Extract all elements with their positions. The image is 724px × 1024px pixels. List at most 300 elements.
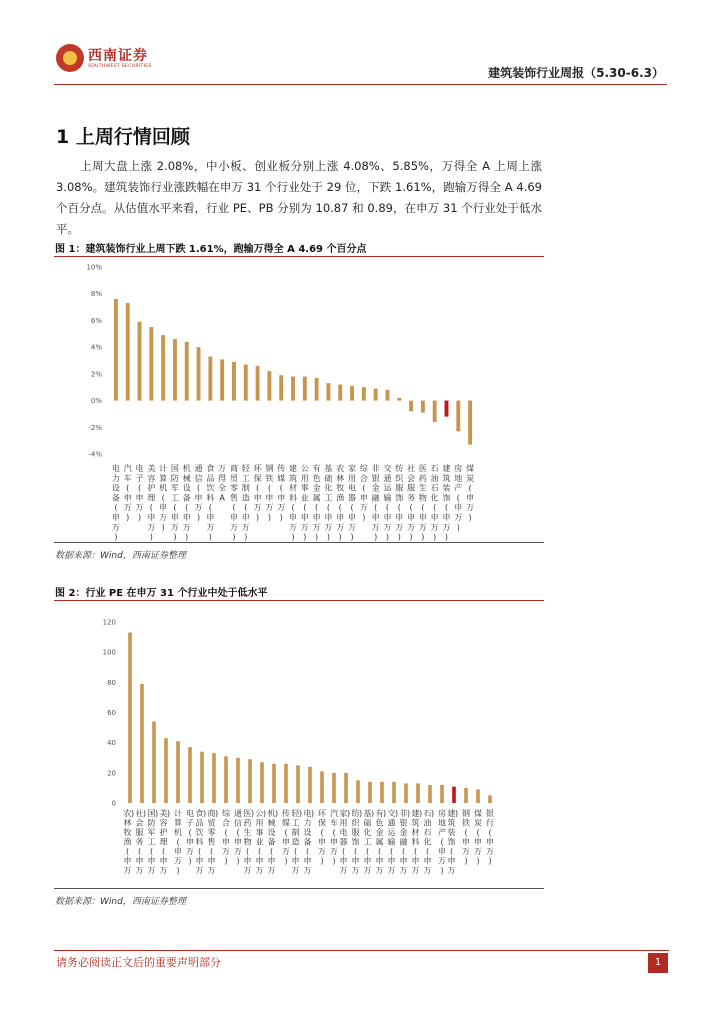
svg-text:): ): [262, 809, 267, 818]
svg-text:万: 万: [430, 522, 439, 532]
svg-text:申: 申: [147, 856, 156, 866]
svg-text:农: 农: [123, 809, 132, 818]
svg-text:交: 交: [387, 809, 396, 818]
svg-text:化: 化: [430, 493, 439, 503]
x-tick-label: [195, 463, 203, 522]
bar: [114, 299, 118, 401]
svg-text:筑: 筑: [442, 473, 451, 483]
svg-text:申: 申: [351, 856, 360, 866]
svg-text:万: 万: [363, 866, 372, 875]
x-tick-label: [419, 464, 427, 542]
svg-text:): ): [166, 809, 171, 818]
x-tick-label: [183, 463, 191, 542]
svg-text:): ): [236, 856, 240, 866]
svg-text:纺: 纺: [351, 809, 360, 818]
svg-text:房: 房: [454, 464, 463, 473]
svg-text:万: 万: [466, 503, 475, 513]
svg-text:医: 医: [418, 464, 427, 473]
svg-text:): ): [208, 532, 212, 542]
svg-text:防: 防: [147, 818, 156, 828]
x-tick-label: [147, 463, 155, 542]
svg-text:万: 万: [411, 866, 420, 875]
svg-text:输: 输: [383, 493, 392, 503]
svg-text:万: 万: [318, 847, 326, 856]
svg-text:(: (: [279, 483, 283, 493]
svg-text:渔: 渔: [336, 493, 345, 503]
logo-emblem-icon: [56, 44, 84, 72]
svg-text:银: 银: [486, 809, 494, 818]
x-tick-label: [160, 808, 171, 875]
svg-text:万: 万: [147, 866, 156, 875]
svg-text:申: 申: [383, 513, 392, 522]
svg-text:础: 础: [324, 473, 333, 483]
svg-text:备: 备: [267, 837, 276, 847]
svg-text:(: (: [293, 847, 298, 856]
svg-text:机: 机: [159, 483, 168, 493]
x-tick-label: [348, 463, 356, 542]
x-tick-label: [159, 463, 167, 532]
svg-text:输: 输: [387, 837, 396, 847]
svg-text:(: (: [149, 503, 153, 513]
svg-text:申: 申: [318, 837, 326, 847]
bar: [291, 377, 295, 401]
bar: [488, 795, 492, 803]
svg-text:万: 万: [218, 464, 227, 473]
svg-text:工: 工: [363, 837, 372, 847]
svg-text:申: 申: [186, 837, 194, 847]
x-tick-label: [462, 808, 470, 866]
svg-text:): ): [382, 809, 387, 818]
svg-text:钢: 钢: [462, 809, 470, 818]
y-tick-label: 8%: [90, 290, 102, 299]
bar: [173, 339, 177, 400]
svg-text:万: 万: [474, 847, 482, 856]
svg-text:万: 万: [159, 866, 168, 875]
report-title: 建筑装饰行业周报（5.30-6.3）: [488, 66, 664, 80]
svg-text:织: 织: [351, 818, 360, 828]
svg-text:产: 产: [438, 828, 446, 837]
svg-text:产: 产: [454, 483, 463, 493]
svg-text:(: (: [208, 503, 212, 513]
x-tick-label: [313, 463, 321, 542]
svg-text:零: 零: [229, 483, 238, 493]
svg-text:综: 综: [359, 464, 368, 473]
y-tick-label: 100: [102, 648, 116, 657]
svg-text:万: 万: [312, 522, 321, 532]
svg-text:计: 计: [174, 809, 182, 818]
svg-text:申: 申: [447, 856, 456, 866]
svg-text:): ): [274, 809, 279, 818]
svg-text:): ): [406, 809, 411, 818]
svg-text:械: 械: [182, 473, 191, 483]
svg-text:设: 设: [303, 828, 312, 837]
svg-text:地: 地: [438, 818, 446, 828]
svg-text:申: 申: [486, 837, 494, 847]
svg-text:): ): [332, 856, 336, 866]
svg-text:建: 建: [447, 809, 456, 818]
bar: [303, 377, 307, 401]
svg-text:): ): [303, 532, 307, 542]
svg-text:业: 业: [300, 493, 309, 503]
x-tick-label: [171, 464, 179, 542]
svg-text:工: 工: [241, 473, 250, 483]
svg-text:申: 申: [123, 493, 132, 503]
svg-text:子: 子: [186, 818, 194, 828]
svg-text:(: (: [377, 847, 382, 856]
svg-text:社: 社: [407, 464, 416, 473]
svg-text:料: 料: [195, 837, 204, 847]
svg-text:全: 全: [218, 483, 227, 493]
svg-text:(: (: [433, 503, 437, 513]
x-tick-label: [330, 808, 338, 866]
svg-text:础: 础: [363, 818, 372, 828]
figure2-title: 图 2：行业 PE 在申万 31 个行业中处于低水平: [55, 588, 268, 599]
svg-text:医: 医: [243, 809, 252, 818]
svg-text:): ): [394, 809, 399, 818]
svg-text:申: 申: [303, 856, 312, 866]
bar: [397, 398, 401, 401]
svg-text:公: 公: [255, 809, 264, 818]
svg-text:万: 万: [222, 847, 230, 856]
svg-text:万: 万: [303, 866, 312, 875]
svg-text:): ): [196, 513, 201, 522]
svg-text:): ): [149, 532, 153, 542]
bar: [161, 335, 165, 400]
svg-text:申: 申: [418, 513, 427, 522]
svg-text:商: 商: [207, 809, 216, 818]
disclaimer-note: 请务必阅读正文后的重要声明部分: [56, 956, 221, 969]
bar: [404, 783, 408, 803]
svg-text:业: 业: [255, 837, 264, 847]
bar: [208, 356, 212, 400]
svg-text:(: (: [149, 847, 154, 856]
svg-text:(: (: [401, 847, 406, 856]
svg-text:(: (: [468, 483, 472, 493]
svg-text:用: 用: [348, 473, 357, 483]
svg-text:万: 万: [351, 866, 360, 875]
svg-text:非: 非: [371, 464, 380, 473]
x-tick-label: [124, 463, 132, 522]
svg-text:会: 会: [135, 818, 144, 828]
svg-text:万: 万: [170, 522, 179, 532]
svg-text:万: 万: [359, 503, 368, 513]
svg-text:生: 生: [243, 828, 252, 837]
svg-text:药: 药: [418, 473, 427, 483]
svg-text:子: 子: [135, 473, 144, 483]
svg-text:商: 商: [229, 464, 238, 473]
svg-text:): ): [430, 809, 435, 818]
svg-text:炭: 炭: [474, 818, 482, 828]
svg-text:纺: 纺: [395, 464, 404, 473]
svg-text:申: 申: [123, 856, 132, 866]
svg-text:(: (: [188, 828, 192, 837]
svg-text:万: 万: [330, 847, 338, 856]
svg-text:): ): [488, 856, 492, 866]
svg-text:申: 申: [300, 513, 309, 522]
svg-text:汽: 汽: [123, 464, 132, 473]
y-tick-label: -2%: [88, 423, 102, 432]
svg-text:(: (: [456, 493, 460, 503]
y-tick-label: 2%: [90, 370, 102, 379]
svg-text:保: 保: [318, 818, 326, 828]
svg-text:(: (: [374, 503, 378, 513]
svg-text:物: 物: [418, 493, 427, 503]
svg-text:备: 备: [303, 837, 312, 847]
svg-text:备: 备: [182, 493, 191, 503]
x-tick-label: [448, 808, 459, 875]
svg-text:物: 物: [243, 837, 252, 847]
svg-text:服: 服: [351, 828, 360, 837]
svg-text:万: 万: [336, 522, 345, 532]
svg-text:申: 申: [411, 856, 420, 866]
svg-text:家: 家: [348, 464, 357, 473]
svg-text:信: 信: [234, 818, 242, 828]
figure1-chart: [54, 258, 544, 540]
svg-text:(: (: [125, 847, 130, 856]
svg-text:国: 国: [170, 464, 179, 473]
bar: [368, 782, 372, 803]
svg-text:万: 万: [407, 522, 416, 532]
svg-text:生: 生: [418, 483, 427, 493]
svg-text:万: 万: [186, 847, 194, 856]
y-tick-label: -4%: [88, 450, 102, 459]
svg-text:申: 申: [222, 837, 230, 847]
x-tick-label: [292, 808, 303, 875]
bar: [236, 758, 240, 803]
x-tick-label: [148, 809, 159, 875]
svg-text:申: 申: [407, 513, 416, 522]
figure2-top-rule: [54, 600, 544, 601]
svg-text:申: 申: [438, 847, 446, 856]
svg-text:(: (: [332, 828, 336, 837]
svg-text:): ): [409, 532, 413, 542]
svg-text:申: 申: [348, 513, 357, 522]
svg-text:材: 材: [289, 483, 297, 493]
svg-text:): ): [433, 532, 437, 542]
svg-text:申: 申: [324, 513, 333, 522]
svg-text:工: 工: [324, 493, 333, 503]
svg-text:(: (: [385, 503, 390, 513]
svg-text:万: 万: [174, 856, 182, 866]
svg-text:申: 申: [466, 493, 475, 503]
svg-text:运: 运: [383, 483, 392, 493]
svg-text:): ): [320, 856, 324, 866]
svg-text:地: 地: [454, 473, 463, 483]
bar: [267, 371, 271, 400]
svg-text:A: A: [219, 493, 225, 503]
x-tick-label: [282, 808, 290, 866]
svg-text:(: (: [425, 847, 430, 856]
svg-text:有: 有: [375, 809, 384, 818]
svg-text:): ): [267, 513, 271, 522]
svg-text:油: 油: [423, 818, 432, 828]
bar: [256, 366, 260, 401]
svg-text:装: 装: [442, 483, 451, 493]
svg-text:用: 用: [339, 818, 348, 828]
y-tick-label: 60: [107, 709, 116, 717]
svg-text:): ): [173, 532, 177, 542]
svg-text:铁: 铁: [265, 473, 274, 483]
svg-text:电: 电: [303, 809, 312, 818]
footer-divider: [54, 950, 669, 951]
x-tick-label: [388, 808, 399, 875]
svg-text:万: 万: [206, 522, 215, 532]
svg-text:务: 务: [135, 837, 144, 847]
bar: [362, 387, 366, 400]
svg-text:服: 服: [407, 483, 416, 493]
svg-text:): ): [161, 522, 165, 532]
bar: [452, 787, 456, 803]
svg-text:装: 装: [447, 828, 456, 837]
svg-text:金: 金: [375, 828, 384, 837]
svg-text:电: 电: [111, 464, 120, 473]
x-tick-label: [407, 463, 415, 542]
bar: [164, 738, 168, 803]
x-tick-label: [400, 808, 411, 875]
svg-text:): ): [397, 532, 401, 542]
svg-text:万: 万: [234, 847, 242, 856]
x-tick-label: [242, 463, 251, 542]
bar: [128, 633, 132, 803]
svg-text:万: 万: [348, 522, 357, 532]
svg-text:万: 万: [147, 522, 156, 532]
svg-text:传: 传: [277, 464, 286, 473]
svg-text:万: 万: [282, 847, 290, 856]
svg-text:基: 基: [363, 809, 372, 818]
svg-text:护: 护: [147, 483, 156, 493]
svg-text:制: 制: [291, 828, 300, 837]
svg-text:属: 属: [375, 837, 384, 847]
x-tick-label: [256, 809, 267, 875]
y-tick-label: 120: [102, 618, 116, 627]
svg-text:申: 申: [282, 837, 290, 847]
x-tick-label: [324, 463, 332, 542]
svg-text:万: 万: [399, 866, 408, 875]
svg-text:容: 容: [159, 818, 168, 828]
svg-text:通: 通: [387, 818, 396, 828]
x-tick-label: [268, 808, 279, 875]
svg-text:综: 综: [222, 809, 230, 818]
svg-text:工: 工: [147, 837, 156, 847]
svg-text:造: 造: [291, 837, 300, 847]
bar: [224, 756, 228, 803]
svg-text:理: 理: [147, 493, 156, 503]
svg-text:算: 算: [174, 818, 182, 828]
svg-text:车: 车: [330, 818, 338, 828]
figure1-source: 数据来源：Wind，西南证券整理: [55, 551, 186, 561]
bar: [260, 762, 264, 803]
svg-text:通: 通: [383, 473, 392, 483]
svg-text:(: (: [269, 847, 274, 856]
svg-text:): ): [130, 809, 135, 818]
x-tick-label: [486, 808, 494, 866]
svg-text:石: 石: [430, 483, 439, 493]
svg-text:环: 环: [318, 809, 326, 818]
svg-text:合: 合: [222, 818, 230, 828]
x-tick-label: [466, 463, 474, 522]
svg-text:万: 万: [182, 522, 191, 532]
svg-text:): ): [444, 532, 449, 542]
svg-text:农: 农: [336, 464, 345, 473]
svg-text:轻: 轻: [291, 809, 300, 818]
x-tick-label: [442, 463, 450, 542]
svg-text:万: 万: [253, 503, 262, 513]
logo-subtext: SOUTHWEST SECURITIES: [88, 64, 152, 69]
section-heading: 1 上周行情回顾: [56, 126, 190, 148]
svg-text:信: 信: [194, 473, 203, 483]
svg-text:万: 万: [229, 522, 238, 532]
figure2-bottom-rule: [54, 888, 544, 889]
svg-text:化: 化: [363, 828, 372, 837]
bar: [338, 385, 342, 401]
bar: [185, 342, 189, 401]
y-tick-label: 10%: [86, 263, 102, 272]
x-tick-label: [196, 808, 207, 875]
svg-text:煤: 煤: [474, 809, 482, 818]
x-tick-label: [136, 808, 147, 875]
svg-text:(: (: [245, 847, 250, 856]
svg-text:饰: 饰: [447, 837, 456, 847]
svg-text:万: 万: [159, 513, 168, 522]
svg-text:(: (: [315, 503, 319, 513]
svg-text:渔: 渔: [123, 837, 132, 847]
svg-text:军: 军: [170, 483, 179, 493]
bar: [356, 780, 360, 803]
svg-text:料: 料: [206, 493, 215, 503]
svg-text:申: 申: [312, 513, 321, 522]
svg-text:车: 车: [123, 473, 132, 483]
bar: [244, 365, 248, 401]
page-number: 1: [648, 953, 668, 973]
svg-text:): ): [232, 532, 236, 542]
bar: [344, 773, 348, 803]
svg-text:): ): [137, 513, 142, 522]
svg-text:): ): [224, 856, 228, 866]
x-tick-label: [301, 464, 309, 542]
svg-text:通: 通: [234, 809, 242, 818]
bar: [200, 752, 204, 803]
x-tick-label: [230, 463, 239, 542]
x-tick-label: [360, 463, 369, 522]
svg-text:万: 万: [375, 866, 384, 875]
bar: [476, 789, 480, 803]
svg-text:设: 设: [182, 483, 191, 493]
svg-text:林: 林: [123, 818, 132, 828]
svg-text:): ): [362, 513, 366, 522]
svg-text:申: 申: [159, 856, 168, 866]
y-tick-label: 4%: [90, 343, 102, 352]
svg-text:力: 力: [111, 473, 120, 483]
svg-text:): ): [440, 866, 444, 875]
svg-text:铁: 铁: [462, 818, 470, 828]
svg-text:理: 理: [159, 837, 168, 847]
bar: [296, 765, 300, 803]
svg-text:申: 申: [241, 513, 250, 522]
svg-text:贸: 贸: [207, 818, 216, 828]
svg-text:得: 得: [218, 473, 227, 483]
svg-text:申: 申: [207, 856, 216, 866]
svg-text:万: 万: [486, 847, 494, 856]
bar: [374, 389, 378, 401]
bar: [197, 347, 201, 400]
bar: [326, 383, 330, 400]
svg-text:(: (: [303, 503, 307, 513]
svg-text:电: 电: [339, 828, 348, 837]
x-tick-label: [218, 464, 226, 502]
svg-text:万: 万: [324, 522, 333, 532]
svg-text:牧: 牧: [123, 828, 132, 837]
svg-text:会: 会: [407, 473, 416, 483]
